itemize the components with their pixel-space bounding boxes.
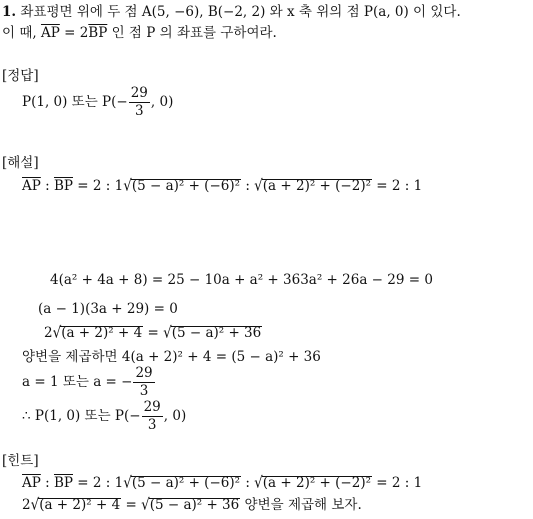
ratio: = 2 : 1 [73,475,124,491]
answer-text-2: , 0) [150,93,174,110]
answer-fraction [129,86,150,119]
hint-suffix: 양변을 제곱해 보자. [240,497,362,513]
solution-denominator: 3 [139,382,149,399]
explanation-eq-3 [44,323,262,343]
hint-radical-line [22,495,362,515]
radical-sign: √ [52,323,62,343]
solution-fraction [133,366,154,399]
colon: : [241,178,255,194]
problem-number: 1. [2,4,17,20]
problem-text: 좌표평면 위에 두 점 A(5, −6), B(−2, 2) 와 x 축 위의 점 P(a, 0) 이 있다. [20,4,461,20]
conclusion-text-2: , 0) [163,407,187,424]
answer-text-1: P(1, 0) 또는 P(− [22,93,128,110]
radical-sign: √ [123,473,132,493]
colon: : [40,475,54,491]
explanation-square: 양변을 제곱하면 4(a + 2)² + 4 = (5 − a)² + 36 [22,349,321,365]
segment-ap: $\overline{AP}$ [22,475,41,491]
conclusion-fraction [142,400,163,433]
radicand-1: (5 − a)² + (−6)² [131,178,241,194]
answer-denominator: 3 [135,102,144,119]
segment-bp: $\overline{BP}$ [53,178,73,194]
problem-text-prefix: 이 때, [2,25,37,41]
coefficient: 2 [22,497,31,513]
ratio: = 2 : 1 [372,178,423,194]
radical-sign: √ [254,473,263,493]
hint-ratio-line [22,473,423,493]
solution-numerator: 29 [135,365,153,381]
explanation-solution [22,366,156,399]
explanation-conclusion [22,400,186,433]
hint-header: [힌트] [2,453,39,469]
segment-ap: $\overline{AP}$ [40,25,60,41]
segment-bp: $\overline{BP}$ [88,25,108,41]
answer-line [22,86,173,119]
radicand-2: (a + 2)² + (−2)² [262,475,371,491]
radicand-4: (5 − a)² + 36 [149,497,240,513]
explanation-ratio-line [22,176,423,196]
therefore-symbol: ∴ [22,407,31,424]
radical-sign: √ [141,495,150,515]
radicand-3: (a + 2)² + 4 [61,325,143,341]
coefficient: 2 [44,325,53,341]
radicand-2: (a + 2)² + (−2)² [262,178,371,194]
colon: : [241,475,255,491]
colon: : [40,178,54,194]
answer-header: [정답] [2,68,39,84]
conclusion-numerator: 29 [143,399,161,415]
ratio: = 2 : 1 [73,178,124,194]
radical-sign: √ [30,495,40,515]
factored-equation: (a − 1)(3a + 29) = 0 [38,301,178,317]
radical-sign: √ [254,176,263,196]
segment-ap: $\overline{AP}$ [22,178,41,194]
radical-sign: √ [123,176,132,196]
radical-sign: √ [163,323,172,343]
equals: = [121,497,142,513]
explanation-eq-1: 4(a² + 4a + 8) = 25 − 10a + a² + 363a² + 26a − 29 = 0 [50,272,433,288]
radicand-4: (5 − a)² + 36 [171,325,262,341]
problem-text-suffix: 인 점 P 의 좌표를 구하여라. [107,25,277,41]
solution-text: a = 1 또는 a = − [22,373,133,390]
equals: = [143,325,164,341]
explanation-header: [해설] [2,155,39,171]
radicand-3: (a + 2)² + 4 [39,497,121,513]
equals-two: = 2 [59,25,89,41]
ratio: = 2 : 1 [372,475,423,491]
explanation-eq-2 [38,303,178,317]
conclusion-text-1: P(1, 0) 또는 P(− [30,407,141,424]
problem-line-2 [2,27,277,41]
segment-bp: $\overline{BP}$ [53,475,73,491]
radicand-1: (5 − a)² + (−6)² [131,475,241,491]
answer-numerator: 29 [130,85,148,101]
problem-line-1 [2,6,461,20]
conclusion-denominator: 3 [147,416,157,433]
